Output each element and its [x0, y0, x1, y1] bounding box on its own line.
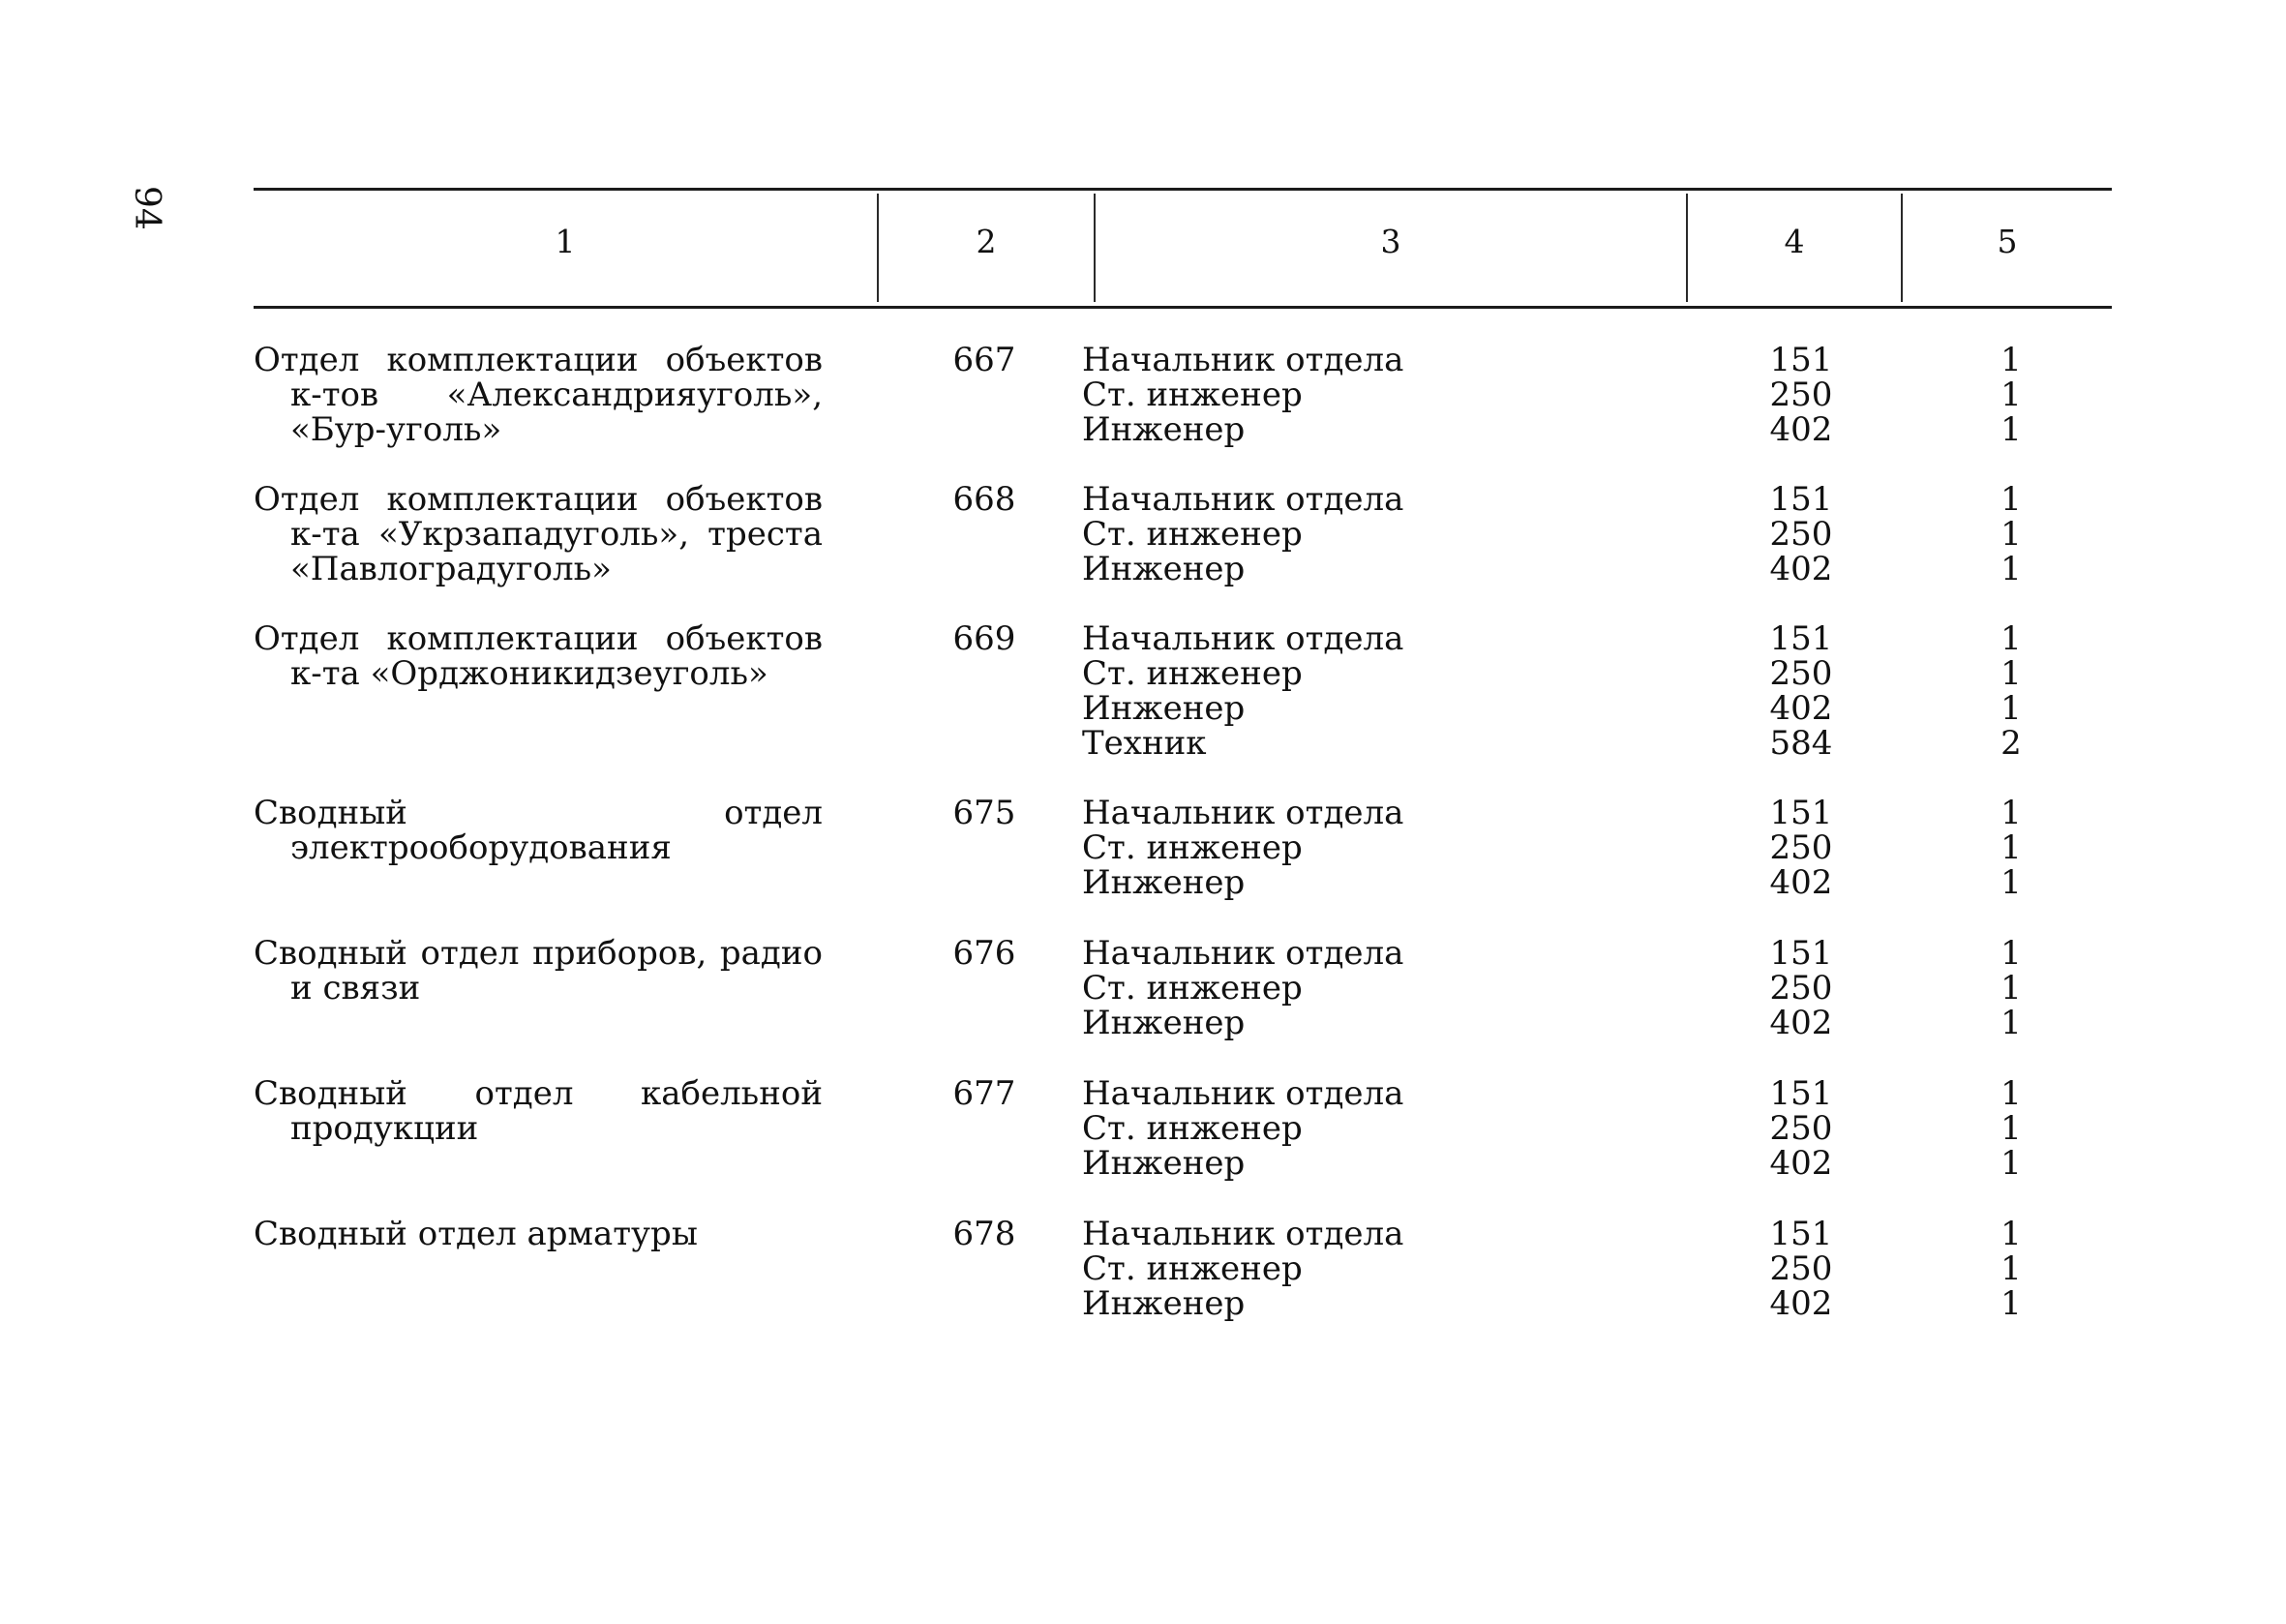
position-count: 1	[2000, 376, 2022, 414]
position-list	[1082, 482, 1585, 586]
position-code-list	[1729, 936, 1874, 1040]
position-code-list	[1729, 1217, 1874, 1321]
position-code: 250	[1769, 376, 1833, 414]
position-code: 402	[1769, 550, 1833, 588]
position-code: 250	[1769, 969, 1833, 1007]
department-code: 677	[952, 1074, 1016, 1113]
position-code-list	[1729, 796, 1874, 900]
department-code: 667	[952, 341, 1016, 379]
department-code: 678	[952, 1215, 1016, 1253]
position-code: 402	[1769, 689, 1833, 728]
page-number: 94	[127, 186, 166, 230]
position-title: Инженер	[1082, 1284, 1246, 1323]
position-count: 1	[2000, 1004, 2022, 1042]
position-count: 1	[2000, 654, 2022, 693]
position-title: Начальник отдела	[1082, 794, 1404, 832]
column-header-1: 1	[555, 223, 576, 260]
department-name: Сводный отдел приборов, радио и связи	[254, 934, 823, 1007]
column-header-5: 5	[1997, 223, 2018, 260]
position-count: 1	[2000, 1249, 2022, 1288]
position-count: 1	[2000, 1284, 2022, 1323]
column-header-4: 4	[1784, 223, 1805, 260]
position-count: 1	[2000, 1144, 2022, 1183]
position-list	[1082, 1217, 1585, 1321]
position-title: Инженер	[1082, 689, 1246, 728]
position-count: 1	[2000, 341, 2022, 379]
department-code: 676	[952, 934, 1016, 973]
position-code: 151	[1769, 794, 1833, 832]
position-code: 584	[1769, 724, 1833, 763]
position-count: 1	[2000, 1074, 2022, 1113]
department-code: 675	[952, 794, 1016, 832]
position-title: Ст. инженер	[1082, 515, 1303, 554]
position-count: 1	[2000, 863, 2022, 902]
position-count: 1	[2000, 515, 2022, 554]
department-code: 669	[952, 619, 1016, 658]
position-title: Инженер	[1082, 863, 1246, 902]
position-count: 1	[2000, 1109, 2022, 1148]
position-code-list	[1729, 621, 1874, 761]
column-header-2: 2	[976, 223, 997, 260]
position-title: Инженер	[1082, 1144, 1246, 1183]
position-code: 250	[1769, 1249, 1833, 1288]
position-count: 1	[2000, 550, 2022, 588]
position-title: Начальник отдела	[1082, 1074, 1404, 1113]
position-count: 1	[2000, 619, 2022, 658]
position-count: 1	[2000, 828, 2022, 867]
position-title: Техник	[1082, 724, 1207, 763]
position-code: 250	[1769, 654, 1833, 693]
position-title: Инженер	[1082, 550, 1246, 588]
position-title: Начальник отдела	[1082, 934, 1404, 973]
column-header-3: 3	[1380, 223, 1401, 260]
position-title: Инженер	[1082, 1004, 1246, 1042]
department-name: Сводный отдел арматуры	[254, 1215, 698, 1253]
department-name: Отдел комплектации объектов к-та «Укрзападуголь», треста «Павлоградуголь»	[254, 480, 823, 588]
table-header-bottom-rule	[254, 306, 2112, 309]
position-code: 250	[1769, 828, 1833, 867]
department-name: Сводный отдел кабельной продукции	[254, 1074, 823, 1148]
position-count-list	[1953, 796, 2069, 900]
position-code-list	[1729, 482, 1874, 586]
position-title: Ст. инженер	[1082, 654, 1303, 693]
department-code: 668	[952, 480, 1016, 519]
position-code: 151	[1769, 619, 1833, 658]
position-count-list	[1953, 482, 2069, 586]
position-code: 151	[1769, 934, 1833, 973]
position-count-list	[1953, 621, 2069, 761]
position-title: Начальник отдела	[1082, 480, 1404, 519]
position-title: Ст. инженер	[1082, 969, 1303, 1007]
position-code: 151	[1769, 480, 1833, 519]
position-count-list	[1953, 1217, 2069, 1321]
department-name: Отдел комплектации объектов к-та «Орджоникидзеуголь»	[254, 619, 823, 693]
position-count: 1	[2000, 480, 2022, 519]
position-count-list	[1953, 936, 2069, 1040]
position-title: Начальник отдела	[1082, 619, 1404, 658]
position-code: 151	[1769, 1074, 1833, 1113]
position-list	[1082, 343, 1585, 447]
position-code: 151	[1769, 1215, 1833, 1253]
position-count: 1	[2000, 689, 2022, 728]
position-code: 402	[1769, 1284, 1833, 1323]
position-code-list	[1729, 1076, 1874, 1181]
position-title: Инженер	[1082, 410, 1246, 449]
table-top-rule	[254, 188, 2112, 191]
position-count: 1	[2000, 934, 2022, 973]
position-code-list	[1729, 343, 1874, 447]
position-code: 250	[1769, 1109, 1833, 1148]
department-name: Отдел комплектации объектов к-тов «Александрияуголь», «Бур-уголь»	[254, 341, 823, 449]
position-title: Начальник отдела	[1082, 341, 1404, 379]
position-code: 402	[1769, 410, 1833, 449]
position-title: Ст. инженер	[1082, 1109, 1303, 1148]
position-code: 402	[1769, 1144, 1833, 1183]
position-list	[1082, 621, 1585, 761]
position-title: Ст. инженер	[1082, 376, 1303, 414]
position-title: Ст. инженер	[1082, 828, 1303, 867]
position-count: 1	[2000, 794, 2022, 832]
position-code: 402	[1769, 1004, 1833, 1042]
position-count: 1	[2000, 969, 2022, 1007]
position-count-list	[1953, 343, 2069, 447]
position-count: 2	[2000, 724, 2022, 763]
position-title: Начальник отдела	[1082, 1215, 1404, 1253]
position-count: 1	[2000, 1215, 2022, 1253]
position-count: 1	[2000, 410, 2022, 449]
department-name: Сводный отдел электрооборудования	[254, 794, 823, 867]
position-list	[1082, 936, 1585, 1040]
position-count-list	[1953, 1076, 2069, 1181]
position-code: 250	[1769, 515, 1833, 554]
position-title: Ст. инженер	[1082, 1249, 1303, 1288]
position-list	[1082, 796, 1585, 900]
position-list	[1082, 1076, 1585, 1181]
position-code: 151	[1769, 341, 1833, 379]
position-code: 402	[1769, 863, 1833, 902]
